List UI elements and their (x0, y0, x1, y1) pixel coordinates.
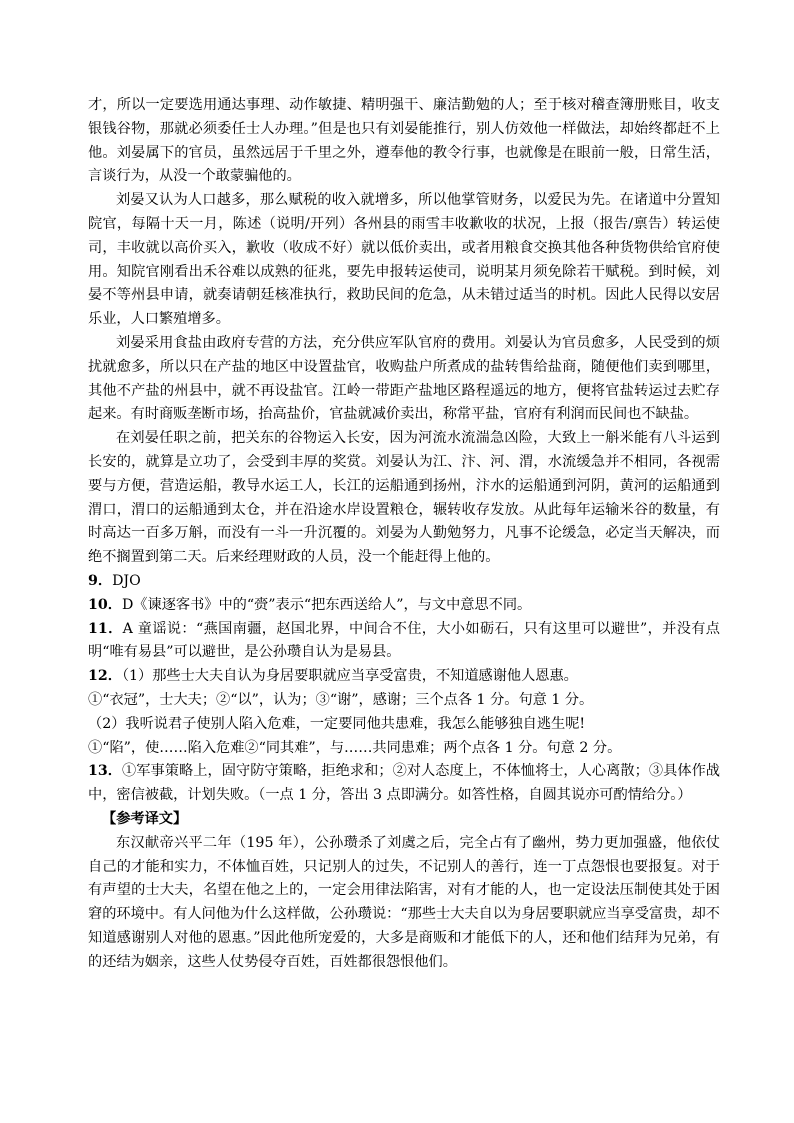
passage-paragraph-1: 才，所以一定要选用通达事理、动作敏捷、精明强干、廉洁勤勉的人；至于核对稽查簿册账目，收支银钱谷物，那就必须委任士人办理。”但是也只有刘晏能推行，别人仿效他一样做法，却始终都赶不上他。刘晏属下的官员，虽然远居于千里之外，遵奉他的教令行事，也就像是在眼前一般，日常生活，言谈行为，从没一个敢蒙骗他的。 (88, 97, 720, 185)
answer-10-text: D《谏逐客书》中的“赍”表示“把东西送给人”，与文中意思不同。 (121, 596, 532, 613)
passage-paragraph-4: 在刘晏任职之前，把关东的谷物运入长安，因为河流水流湍急凶险，大致上一斛米能有八斗运到长安的，就算是立功了，会受到丰厚的奖赏。刘晏认为江、汴、河、渭，水流缓急并不相同，各视需要与方便，营造运船，教导水运工人，长江的运船通到扬州，汴水的运船通到河阴，黄河的运船通到渭口，渭口的运船通到太仓，并在沿途水岸设置粮仓，辗转收存发放。从此每年运输米谷的数量，有时高达一百多万斛，而没有一斗一升沉覆的。刘晏为人勤勉努力，凡事不论缓急，必定当天解决，而绝不搁置到第二天。后来经理财政的人员，没一个能赶得上他的。 (88, 430, 720, 566)
passage-paragraph-2: 刘晏又认为人口越多，那么赋税的收入就增多，所以他掌管财务，以爱民为先。在诸道中分置知院官，每隔十天一月，陈述（说明/开列）各州县的雨雪丰收歉收的状况，上报（报告/禀告）转运使司，丰收就以高价买入，歉收（收成不好）就以低价卖出，或者用粮食交换其他各种货物供给官府使用。知院官刚看出禾谷难以成熟的征兆，要先申报转运使司，说明某月须免除若干赋税。到时候，刘晏不等州县申请，就奏请朝廷核准执行，救助民间的危急，从未错过适当的时机。因此人民得以安居乐业，人口繁殖增多。 (88, 192, 720, 328)
answer-12-part1: （1）那些士大夫自认为身居要职就应当享受富贵，不知道感谢他人恩惠。 (121, 668, 578, 685)
answer-9-text: DJO (112, 572, 141, 589)
translation-paragraph: 东汉献帝兴平二年（195 年），公孙瓒杀了刘虞之后，完全占有了幽州，势力更加强盛，他依仗自己的才能和实力，不体恤百姓，只记别人的过失，不记别人的善行，连一丁点怨恨也要报复。对于有声望的士大夫，名望在他之上的，一定会用律法陷害，对有才能的人，也一定设法压制使其处于困窘的环境中。有人问他为什么这样做，公孙瓒说：“那些士大夫自以为身居要职就应当享受富贵，却不知道感谢别人对他的恩惠。”因此他所宠爱的，大多是商贩和才能低下的人，还和他们结拜为兄弟，有的还结为姻亲，这些人仗势侵夺百姓，百姓都很怨恨他们。 (88, 834, 720, 970)
answer-13-number: 13． (88, 763, 123, 780)
answer-12-part2-scoring: ①“陷”，使……陷入危难②“同其难”，与……共同患难；两个点各 1 分。句意 2 分。 (88, 739, 622, 756)
answer-10-number: 10． (88, 596, 122, 613)
answer-12-part1-scoring: ①“衣冠”，士大夫；②“以”，认为；③“谢”，感谢；三个点各 1 分。句意 1 分。 (88, 691, 594, 708)
answer-12 (88, 665, 720, 689)
passage-paragraph-3: 刘晏采用食盐由政府专营的方法，充分供应军队官府的费用。刘晏认为官员愈多，人民受到的烦扰就愈多，所以只在产盐的地区中设置盐官，收购盐户所煮成的盐转售给盐商，随便他们卖到哪里，其他不产盐的州县中，就不再设盐官。江岭一带距产盐地区路程遥远的地方，便将官盐转运过去贮存起来。有时商贩垄断市场，抬高盐价，官盐就减价卖出，称常平盐，官府有利润而民间也不缺盐。 (88, 334, 720, 423)
answer-10 (88, 594, 720, 618)
answer-11-number: 11． (88, 620, 123, 637)
answer-12-part2: （2）我听说君子使别人陷入危难，一定要同他共患难，我怎么能够独自逃生呢! (88, 715, 586, 732)
answer-11 (88, 618, 720, 666)
answer-9-number: 9． (88, 572, 113, 589)
answer-13 (88, 760, 720, 808)
answer-9 (88, 570, 720, 594)
document-page (88, 94, 720, 974)
translation-heading: 【参考译文】 (102, 810, 188, 827)
answer-11-text: A 童谣说：“燕国南疆，赵国北界，中间合不住，大小如砺石，只有这里可以避世”，并没有点明“唯有易县”可以避世，是公孙瓒自认为是易县。 (88, 620, 720, 661)
answer-13-text: ①军事策略上，固守防守策略，拒绝求和；②对人态度上，不体恤将士，人心离散；③具体作战中，密信被截，计划失败。（一点 1 分，答出 3 点即满分。如答性格，自圆其说亦可酌情给分。） (88, 763, 720, 804)
answer-12-number: 12． (88, 668, 122, 685)
